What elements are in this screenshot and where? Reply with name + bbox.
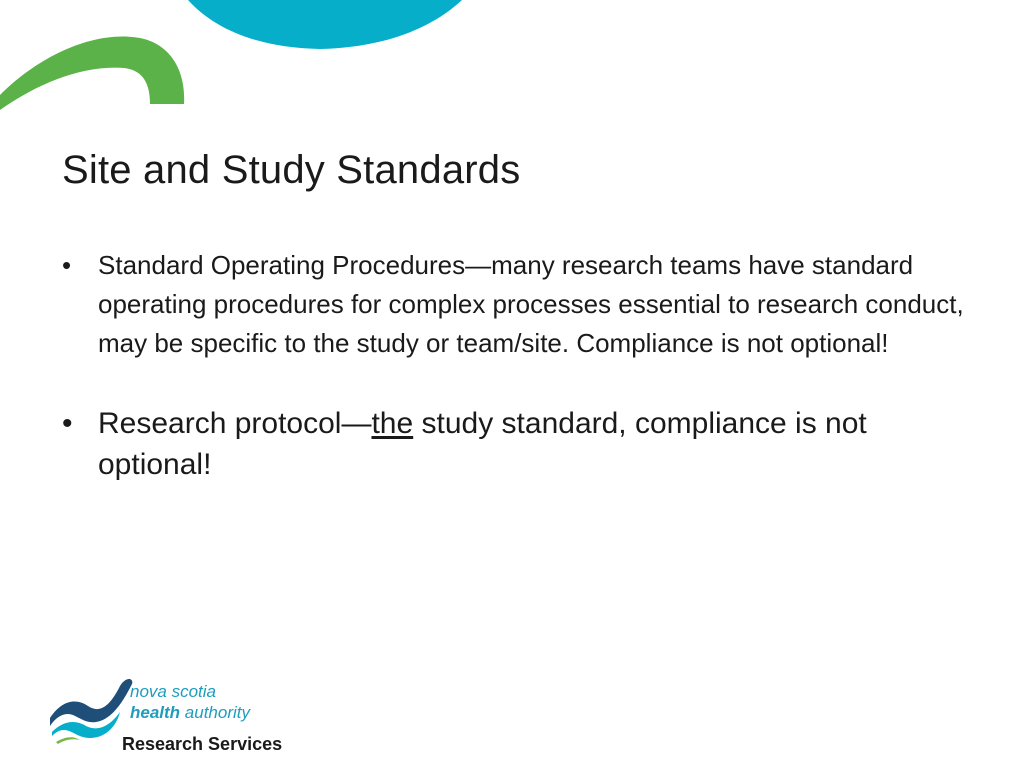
logo-text-health-authority bbox=[130, 703, 250, 723]
bullet-marker: • bbox=[62, 250, 72, 280]
bullet-text-after: study standard, compliance is not optional! bbox=[98, 407, 867, 481]
header-decoration bbox=[0, 0, 1024, 120]
bullet-text-underlined: the bbox=[371, 407, 414, 440]
bullet-list bbox=[62, 246, 972, 485]
bullet-item-protocol bbox=[62, 403, 972, 485]
logo-text-research-services: Research Services bbox=[122, 734, 283, 754]
green-arc-shape bbox=[0, 37, 184, 110]
bullet-marker: • bbox=[62, 407, 73, 440]
logo-text-nova-scotia: nova scotia bbox=[130, 682, 216, 701]
bullet-item-sop bbox=[62, 246, 972, 363]
logo-text-authority: authority bbox=[180, 703, 250, 722]
slide-title: Site and Study Standards bbox=[62, 148, 521, 192]
logo-text-health: health bbox=[130, 703, 181, 722]
nsha-research-services-logo bbox=[46, 676, 306, 758]
bullet-text: Standard Operating Procedures—many research teams have standard operating procedures for complex processes essential to research conduct, may be specific to the study or team/site. Compliance is not optional! bbox=[98, 250, 964, 358]
bullet-text-before: Research protocol— bbox=[98, 407, 372, 440]
teal-arc-shape bbox=[188, 0, 462, 49]
